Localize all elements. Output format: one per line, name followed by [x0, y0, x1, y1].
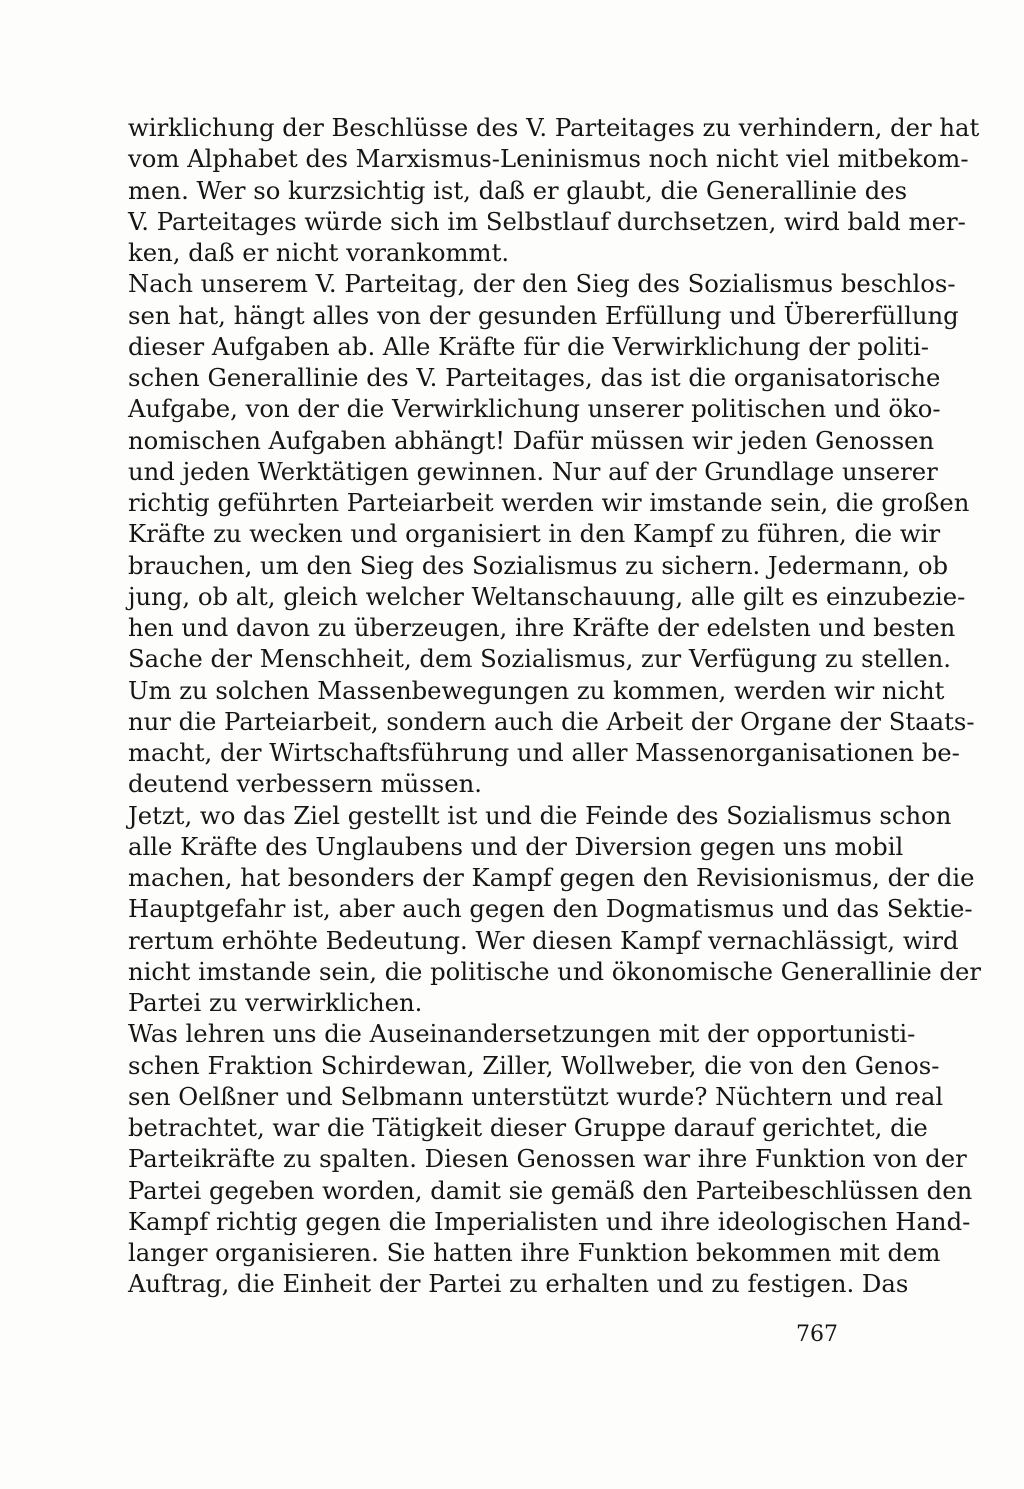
text-line: V. Parteitages würde sich im Selbstlauf durchsetzen, wird bald mer- [128, 206, 966, 236]
text-line: dieser Aufgaben ab. Alle Kräfte für die Verwirklichung der politi- [128, 331, 929, 361]
text-line: wirklichung der Beschlüsse des V. Parteitages zu verhindern, der hat [128, 113, 980, 142]
text-line: macht, der Wirtschaftsführung und aller Massenorganisationen be- [128, 738, 960, 767]
text-line: schen Fraktion Schirdewan, Ziller, Wollweber, die von den Genos- [128, 1050, 940, 1080]
text-line: Partei gegeben worden, damit sie gemäß den Parteibeschlüssen den [128, 1175, 973, 1205]
text-line: Aufgabe, von der die Verwirklichung unserer politischen und öko- [128, 394, 941, 424]
text-line: Was lehren uns die Auseinandersetzungen mit der opportunisti- [128, 1019, 916, 1049]
text-line: schen Generallinie des V. Parteitages, das ist die organisatorische [128, 363, 941, 392]
text-line: sen Oelßner und Selbmann unterstützt wurde? Nüchtern und real [128, 1081, 944, 1111]
text-line: sen hat, hängt alles von der gesunden Erfüllung und Übererfüllung [128, 300, 959, 330]
text-line: Jetzt, wo das Ziel gestellt ist und die Feinde des Sozialismus schon [128, 800, 952, 830]
text-line: Partei zu verwirklichen. [128, 988, 423, 1017]
text-line: ken, daß er nicht vorankommt. [128, 238, 510, 267]
page-number: 767 [796, 1322, 838, 1347]
text-line: nur die Parteiarbeit, sondern auch die Arbeit der Organe der Staats- [128, 706, 975, 736]
text-line: nicht imstande sein, die politische und ökonomische Generallinie der [128, 956, 981, 986]
text-line: Auftrag, die Einheit der Partei zu erhalten und zu festigen. Das [128, 1269, 909, 1299]
text-line: Hauptgefahr ist, aber auch gegen den Dogmatismus und das Sektie- [128, 894, 973, 924]
text-line: rertum erhöhte Bedeutung. Wer diesen Kampf vernachlässigt, wird [128, 925, 959, 955]
text-line: men. Wer so kurzsichtig ist, daß er glaubt, die Generallinie des [128, 175, 908, 205]
text-line: hen und davon zu überzeugen, ihre Kräfte der edelsten und besten [128, 613, 956, 642]
text-line: vom Alphabet des Marxismus-Leninismus noch nicht viel mitbekom- [128, 144, 969, 174]
text-line: Nach unserem V. Parteitag, der den Sieg des Sozialismus beschlos- [128, 269, 956, 299]
body-text [128, 112, 981, 1300]
text-line: brauchen, um den Sieg des Sozialismus zu sichern. Jedermann, ob [128, 550, 949, 580]
text-line: betrachtet, war die Tätigkeit dieser Gruppe darauf gerichtet, die [128, 1113, 928, 1142]
text-line: Sache der Menschheit, dem Sozialismus, zur Verfügung zu stellen. [128, 644, 951, 674]
text-line: nomischen Aufgaben abhängt! Dafür müssen wir jeden Genossen [128, 425, 935, 455]
text-line: deutend verbessern müssen. [128, 769, 482, 799]
text-line: langer organisieren. Sie hatten ihre Funktion bekommen mit dem [128, 1238, 941, 1267]
text-line: Kampf richtig gegen die Imperialisten und ihre ideologischen Hand- [128, 1206, 971, 1236]
text-line: richtig geführten Parteiarbeit werden wir imstande sein, die großen [128, 488, 970, 517]
text-line: alle Kräfte des Unglaubens und der Diversion gegen uns mobil [128, 831, 904, 861]
text-line: und jeden Werktätigen gewinnen. Nur auf der Grundlage unserer [128, 456, 938, 486]
text-line: jung, ob alt, gleich welcher Weltanschauung, alle gilt es einzubezie- [128, 581, 966, 611]
text-line: machen, hat besonders der Kampf gegen den Revisionismus, der die [128, 863, 975, 892]
text-line: Parteikräfte zu spalten. Diesen Genossen war ihre Funktion von der [128, 1144, 967, 1174]
text-line: Kräfte zu wecken und organisiert in den Kampf zu führen, die wir [128, 519, 941, 549]
text-line: Um zu solchen Massenbewegungen zu kommen, werden wir nicht [128, 675, 945, 705]
